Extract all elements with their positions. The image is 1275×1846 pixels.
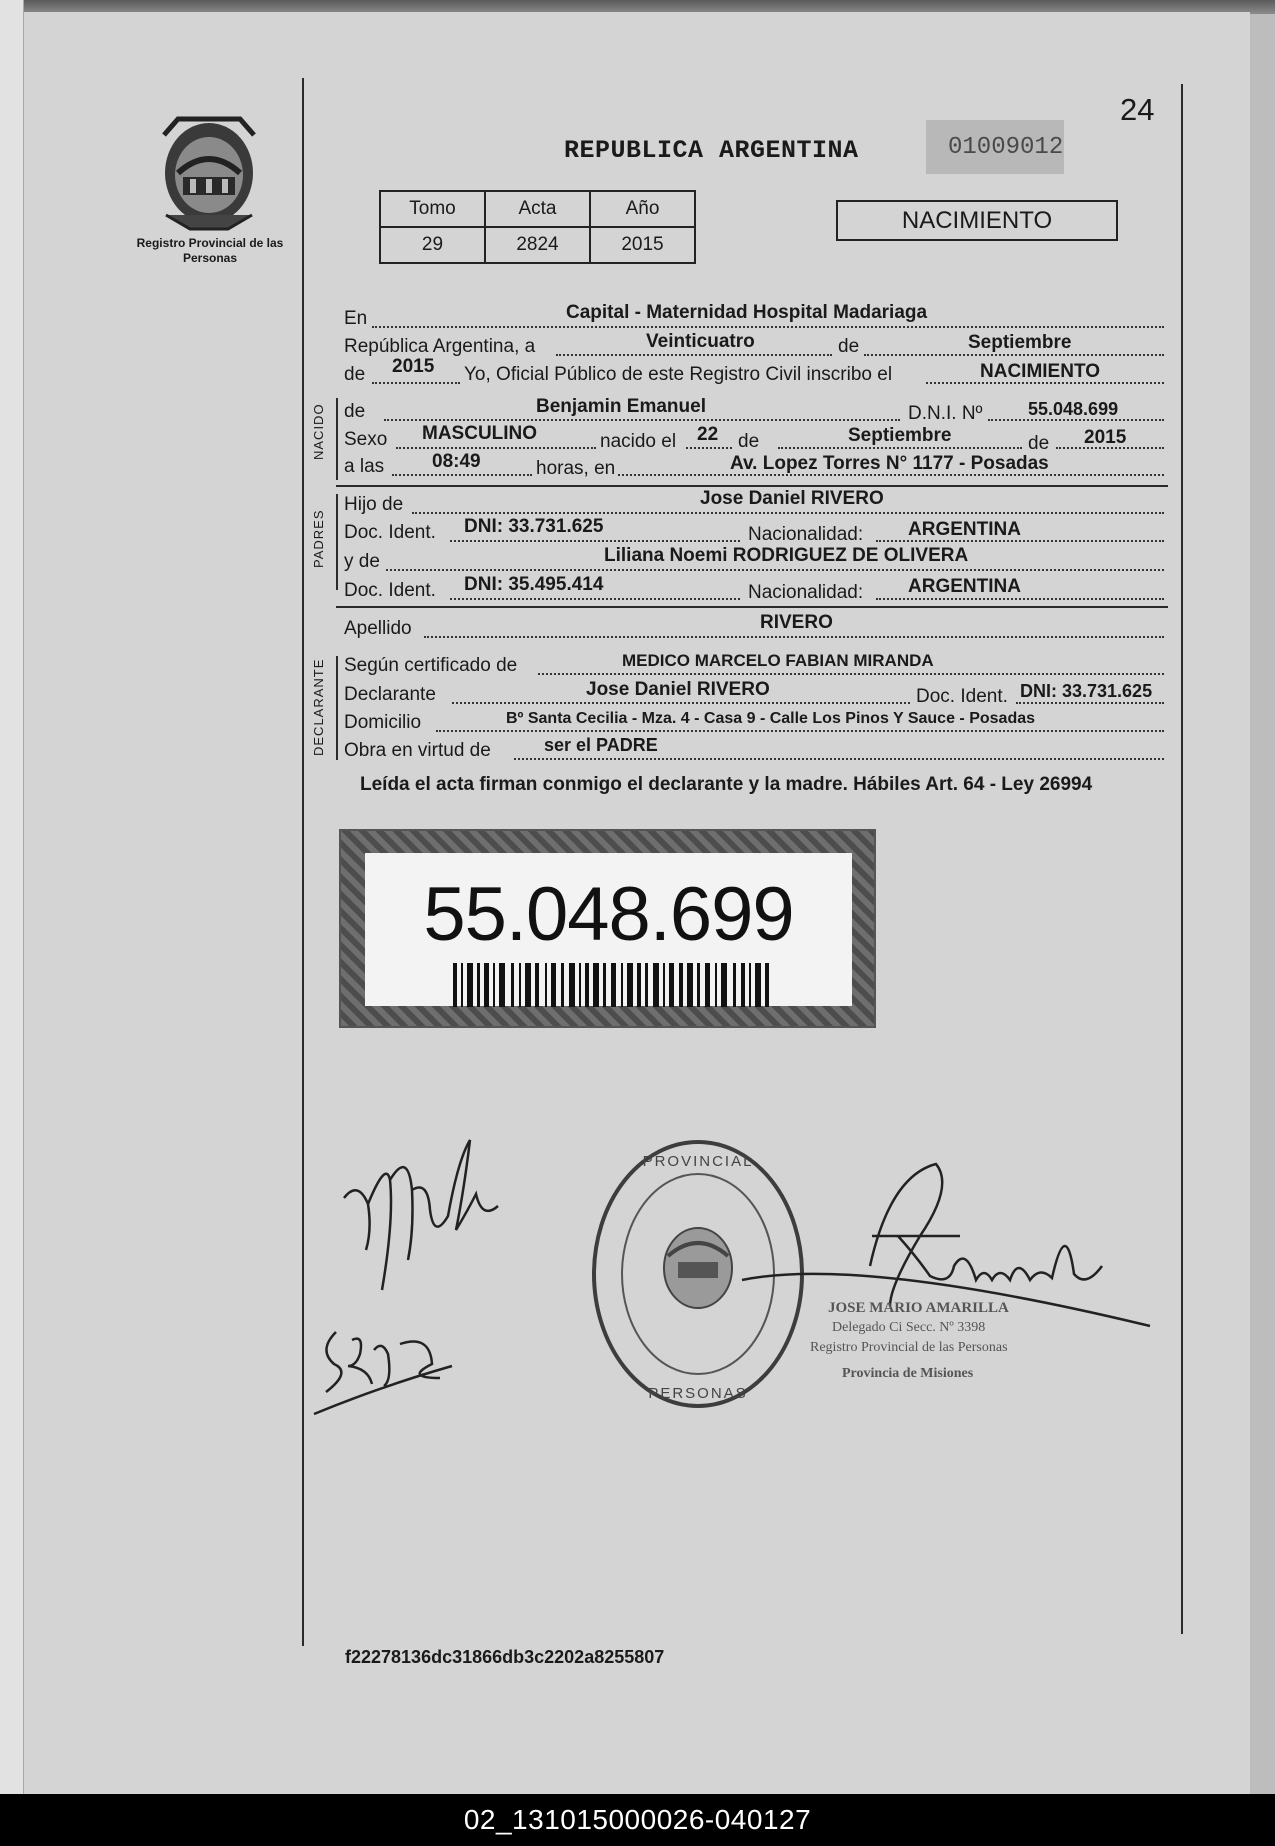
label-dni: D.N.I. Nº [908, 403, 983, 424]
value-apellido: RIVERO [760, 612, 833, 633]
value-mother-name: Liliana Noemi RODRIGUEZ DE OLIVERA [604, 545, 969, 566]
register-value-row [380, 227, 695, 263]
document-id-footer: 02_131015000026-040127 [0, 1794, 1275, 1846]
value-declarante: Jose Daniel RIVERO [586, 679, 770, 700]
value-child-dni: 55.048.699 [1028, 399, 1119, 419]
section-label-padres: PADRES [311, 509, 326, 568]
dots-sexo [396, 447, 596, 449]
dots-father [412, 512, 1164, 514]
value-declarante-doc: DNI: 33.731.625 [1020, 681, 1153, 701]
dots-day [556, 354, 832, 356]
dots-place [372, 326, 1164, 328]
value-father-name: Jose Daniel RIVERO [700, 488, 884, 509]
value-month: Septiembre [968, 332, 1072, 353]
register-header-acta: Acta [485, 191, 590, 227]
value-father-nationality: ARGENTINA [908, 519, 1021, 540]
value-mother-doc: DNI: 35.495.414 [464, 574, 604, 595]
dots-month [864, 354, 1164, 356]
serial-number: 01009012 [948, 134, 1064, 161]
officer-text: Yo, Oficial Público de este Registro Civil inscribo el [464, 364, 893, 385]
label-de-name: de [344, 401, 366, 422]
dots-declarante-doc [1016, 702, 1164, 704]
register-value-tomo: 29 [380, 227, 485, 263]
register-header-tomo: Tomo [380, 191, 485, 227]
label-de-birth-month: de [738, 431, 760, 452]
value-domicilio: Bº Santa Cecilia - Mza. 4 - Casa 9 - Calle Los Pinos Y Sauce - Posadas [506, 710, 1036, 727]
sheet-left-edge [0, 0, 24, 1794]
label-obra: Obra en virtud de [344, 740, 491, 761]
label-y-de: y de [344, 551, 380, 572]
label-sexo: Sexo [344, 429, 388, 450]
register-header-ano: Año [590, 191, 695, 227]
label-apellido: Apellido [344, 618, 412, 639]
signature-left-bottom [312, 1320, 462, 1420]
value-act-type: NACIMIENTO [980, 361, 1100, 382]
divider-padres [336, 606, 1168, 608]
value-birth-place: Av. Lopez Torres N° 1177 - Posadas [730, 453, 1049, 474]
dots-certificado [538, 673, 1164, 675]
sticker-dni-number: 55.048.699 [423, 872, 794, 957]
label-domicilio: Domicilio [344, 712, 422, 733]
dots-name [384, 419, 900, 421]
label-a-las: a las [344, 456, 385, 477]
dots-birth-month [778, 447, 1022, 449]
dots-mother-doc [450, 598, 740, 600]
officer-stamp-province: Provincia de Misiones [842, 1366, 974, 1381]
dni-sticker-label [365, 853, 852, 1006]
dots-declarante [452, 702, 910, 704]
dots-apellido [424, 636, 1164, 638]
label-mother-nationality: Nacionalidad: [748, 582, 864, 603]
register-value-ano: 2015 [590, 227, 695, 263]
value-sexo: MASCULINO [422, 423, 538, 444]
right-margin-line [1181, 84, 1183, 1634]
document-hash: f22278136dc31866db3c2202a8255807 [345, 1647, 665, 1667]
left-margin-line [302, 78, 304, 1646]
value-birth-day: 22 [697, 424, 719, 445]
svg-text:PERSONAS: PERSONAS [648, 1385, 748, 1402]
value-day-words: Veinticuatro [646, 331, 755, 352]
label-declarante: Declarante [344, 684, 436, 705]
logo-caption: Registro Provincial de las Personas [136, 236, 284, 265]
label-father-nationality: Nacionalidad: [748, 524, 864, 545]
register-header-row [380, 191, 695, 227]
label-horas-en: horas, en [536, 458, 616, 479]
barcode-icon [453, 963, 773, 1007]
value-birth-month: Septiembre [848, 425, 952, 446]
label-mother-doc: Doc. Ident. [344, 580, 436, 601]
dots-mother [386, 569, 1164, 571]
value-mother-nationality: ARGENTINA [908, 576, 1021, 597]
record-type-box: NACIMIENTO [836, 200, 1118, 241]
section-line-nacido [336, 398, 338, 480]
value-obra: ser el PADRE [544, 735, 658, 755]
page-number: 24 [1120, 92, 1155, 127]
value-place: Capital - Maternidad Hospital Madariaga [566, 302, 928, 323]
divider-nacido [336, 485, 1168, 487]
register-value-acta: 2824 [485, 227, 590, 263]
officer-stamp-name: JOSE MARIO AMARILLA [828, 1300, 1009, 1316]
value-father-doc: DNI: 33.731.625 [464, 516, 604, 537]
dots-mother-nationality [876, 598, 1164, 600]
dni-sticker [339, 829, 876, 1028]
dots-year [372, 382, 460, 384]
value-certificado: MEDICO MARCELO FABIAN MIRANDA [622, 651, 934, 670]
value-birth-year: 2015 [1084, 427, 1127, 448]
value-time: 08:49 [432, 451, 481, 472]
register-table [379, 190, 696, 264]
dots-domicilio [436, 730, 1164, 732]
section-line-declarante [336, 656, 338, 760]
section-label-declarante: DECLARANTE [311, 658, 326, 756]
dots-father-doc [450, 540, 740, 542]
label-de-year: de [344, 364, 366, 385]
value-year: 2015 [392, 356, 435, 377]
dots-time [392, 474, 532, 476]
label-certificado: Según certificado de [344, 655, 518, 676]
closing-statement: Leída el acta firman conmigo el declarante y la madre. Hábiles Art. 64 - Ley 26994 [360, 774, 1093, 795]
officer-stamp-title: Delegado Ci Secc. Nº 3398 [832, 1320, 986, 1335]
officer-stamp-registry: Registro Provincial de las Personas [810, 1340, 1008, 1355]
label-hijo-de: Hijo de [344, 494, 404, 515]
label-nacido-el: nacido el [600, 431, 677, 452]
section-label-nacido: NACIDO [311, 403, 326, 460]
label-en: En [344, 308, 368, 329]
svg-text:PROVINCIAL: PROVINCIAL [642, 1153, 754, 1170]
label-de-birth-year: de [1028, 433, 1050, 454]
dots-obra [514, 758, 1164, 760]
label-de-month: de [838, 336, 860, 357]
label-republica: República Argentina, a [344, 336, 536, 357]
signature-left-top [338, 1120, 508, 1320]
misiones-emblem-icon [150, 115, 268, 235]
label-declarante-doc: Doc. Ident. [916, 686, 1008, 707]
country-title: REPUBLICA ARGENTINA [564, 136, 859, 165]
section-line-padres [336, 494, 338, 590]
dots-birth-day [686, 447, 732, 449]
label-father-doc: Doc. Ident. [344, 522, 436, 543]
value-child-name: Benjamin Emanuel [536, 396, 706, 417]
